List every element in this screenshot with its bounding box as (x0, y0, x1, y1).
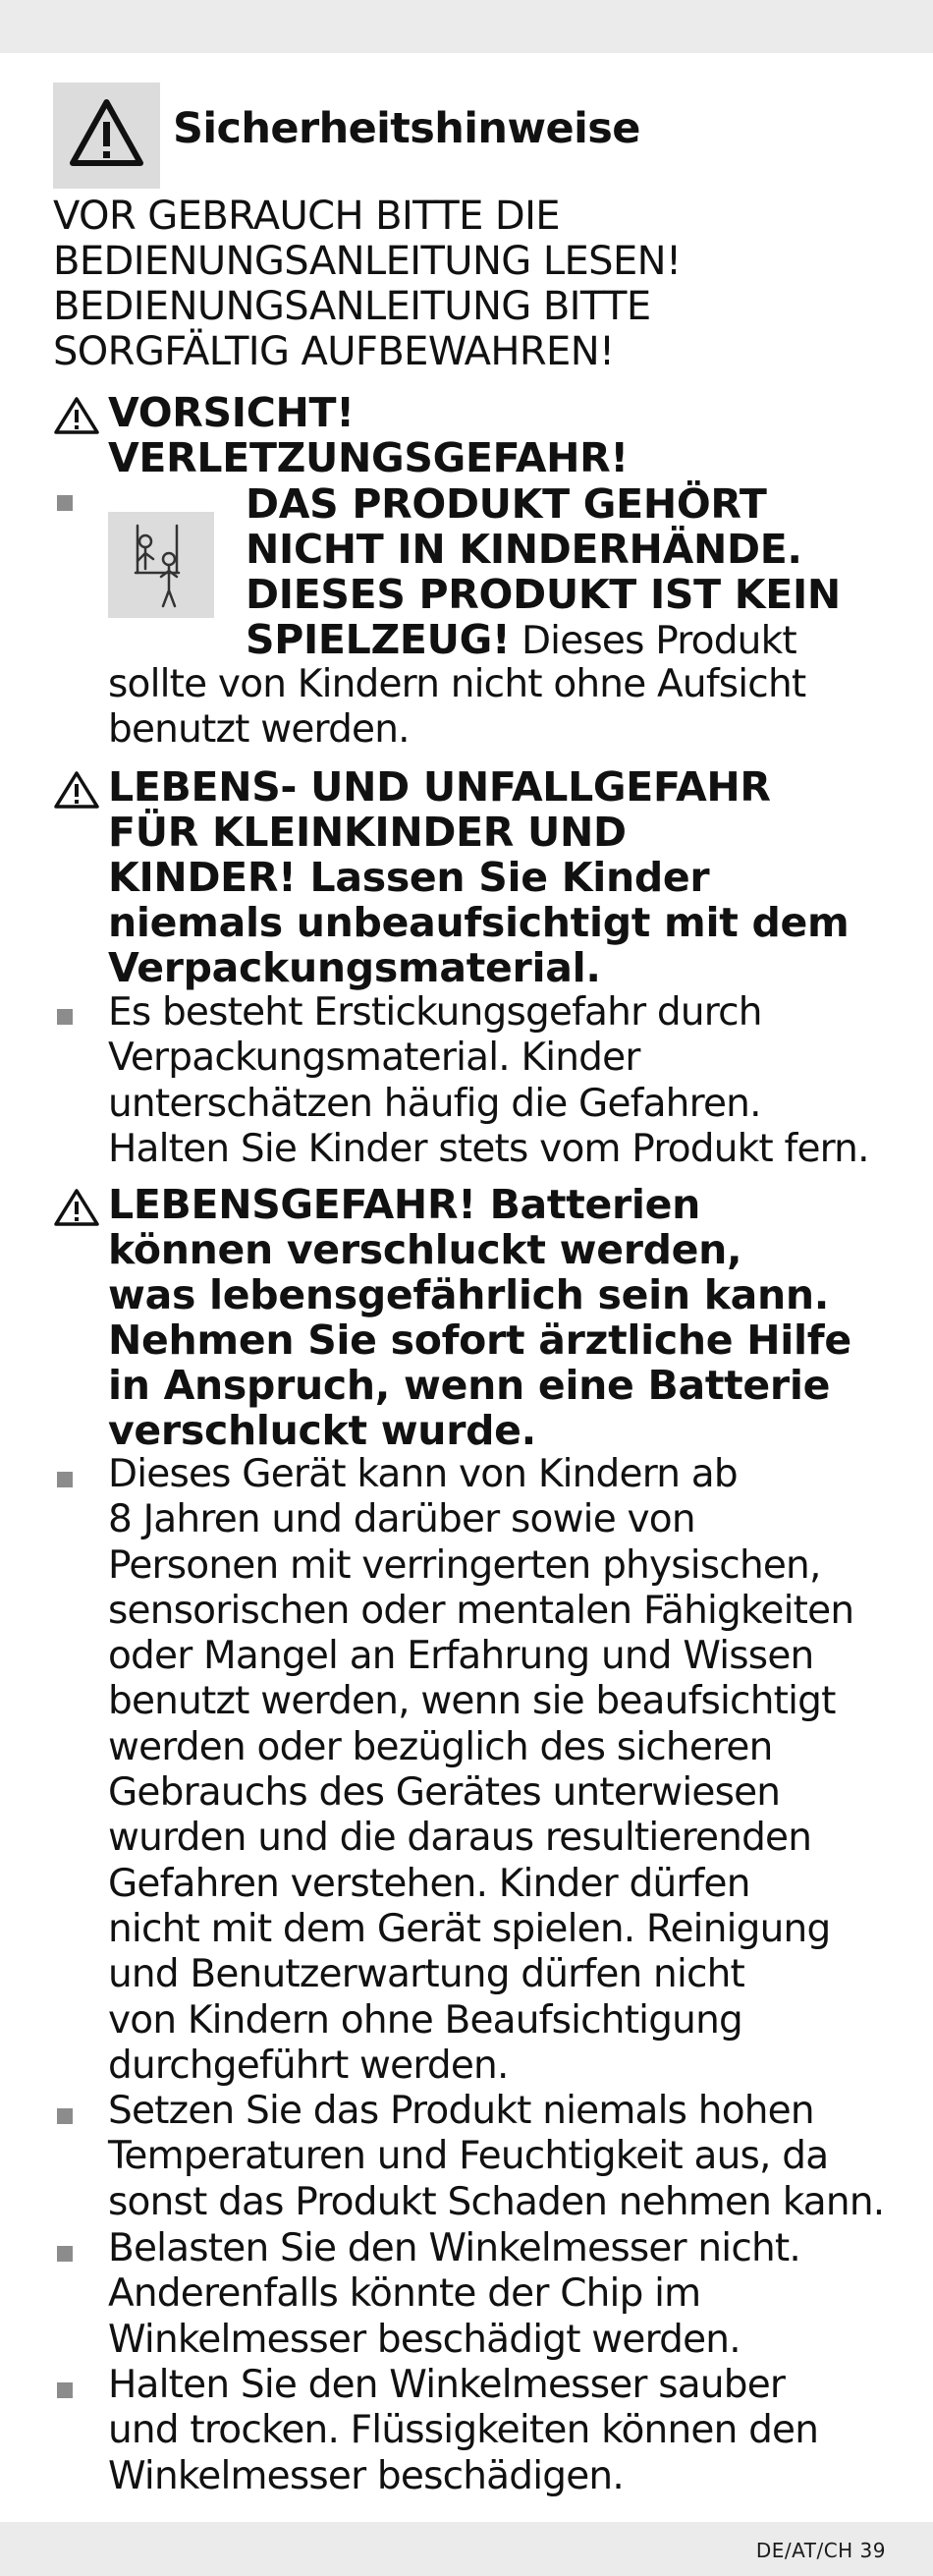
warning-line: VERLETZUNGSGEFAHR! (108, 434, 629, 481)
warning-line: LEBENSGEFAHR! Batterien (108, 1181, 701, 1228)
intro-line: BEDIENUNGSANLEITUNG LESEN! (53, 239, 682, 284)
warning-line: verschluckt wurde. (108, 1407, 536, 1454)
body-line: sensorischen oder mentalen Fähigkeiten (108, 1588, 854, 1633)
item-6-text (108, 2363, 818, 2499)
body-line: Gefahren verstehen. Kinder dürfen (108, 1861, 750, 1906)
page-footer (0, 2522, 933, 2576)
warning-line: was lebensgefährlich sein kann. (108, 1271, 830, 1318)
body-line: Belasten Sie den Winkelmesser nicht. (108, 2226, 800, 2270)
body-line: oder Mangel an Erfahrung und Wissen (108, 1634, 814, 1679)
body-line: von Kindern ohne Beaufsichtigung (108, 1997, 742, 2043)
body-line: wurden und die daraus resultierenden (108, 1816, 812, 1861)
warning-triangle-icon (53, 1188, 100, 1227)
bullet-icon (57, 2382, 73, 2398)
top-bar (0, 0, 933, 53)
body-line: sollte von Kindern nicht ohne Aufsicht (108, 662, 806, 706)
body-line: Verpackungsmaterial. Kinder (108, 1036, 640, 1081)
item-4-text (108, 2089, 884, 2225)
bullet-icon (57, 1009, 73, 1025)
intro-line: VOR GEBRAUCH BITTE DIE (53, 194, 560, 239)
warning-triangle-icon (53, 83, 160, 189)
body-line: und trocken. Flüssigkeiten können den (108, 2408, 819, 2453)
body-line: Winkelmesser beschädigt werden. (108, 2317, 741, 2362)
body-line: Halten Sie den Winkelmesser sauber (108, 2363, 786, 2407)
body-line: Setzen Sie das Produkt niemals hohen (108, 2089, 814, 2133)
item-5-text (108, 2226, 800, 2363)
warning-line: KINDER! Lassen Sie Kinder (108, 854, 710, 901)
child-swing-icon (108, 512, 214, 618)
bullet-icon (57, 495, 73, 511)
body-line: Dieses Gerät kann von Kindern ab (108, 1452, 738, 1496)
warning-line: LEBENS- UND UNFALLGEFAHR (108, 763, 771, 811)
body-line: unterschätzen häufig die Gefahren. (108, 1081, 761, 1126)
item-1-text (108, 662, 805, 754)
warning-triangle-icon (53, 396, 100, 435)
intro-line: SORGFÄLTIG AUFBEWAHREN! (53, 329, 615, 374)
bullet-icon (57, 2108, 73, 2124)
warning-line: können verschluckt werden, (108, 1226, 742, 1273)
item-1-emphasis (246, 481, 841, 664)
body-line: benutzt werden, wenn sie beaufsichtigt (108, 1679, 836, 1724)
emphasis-line: NICHT IN KINDERHÄNDE. (246, 526, 802, 573)
body-line: Winkelmesser beschädigen. (108, 2453, 624, 2498)
body-line: werden oder bezüglich des sicheren (108, 1724, 773, 1769)
intro-line: BEDIENUNGSANLEITUNG BITTE (53, 284, 651, 329)
emphasis-line: DAS PRODUKT GEHÖRT (246, 480, 767, 528)
body-line: benutzt werden. (108, 707, 410, 753)
page-number: DE/AT/CH 39 (755, 2539, 886, 2562)
body-line: Anderenfalls könnte der Chip im (108, 2271, 701, 2317)
warning-line: in Anspruch, wenn eine Batterie (108, 1362, 831, 1409)
body-line: und Benutzerwartung dürfen nicht (108, 1952, 745, 1997)
warning-triangle-icon (53, 770, 100, 810)
bullet-icon (57, 1472, 73, 1487)
bullet-icon (57, 2246, 73, 2262)
emphasis-line: DIESES PRODUKT IST KEIN (246, 571, 841, 618)
item-3-text (108, 1452, 853, 2089)
item-2-text (108, 990, 869, 1172)
warning-line: FÜR KLEINKINDER UND (108, 809, 627, 856)
body-line: Temperaturen und Feuchtigkeit aus, da (108, 2134, 829, 2179)
body-line: nicht mit dem Gerät spielen. Reinigung (108, 1906, 831, 1951)
body-line: Personen mit verringerten physischen, (108, 1542, 821, 1588)
body-line: Halten Sie Kinder stets vom Produkt fern. (108, 1126, 869, 1171)
intro-notice (53, 194, 898, 374)
body-line: Es besteht Erstickungsgefahr durch (108, 990, 762, 1035)
body-line: Gebrauchs des Gerätes unterwiesen (108, 1770, 781, 1816)
warning-line: VORSICHT! (108, 389, 355, 436)
emphasis-line (246, 617, 841, 664)
emphasis-word: SPIELZEUG! (246, 616, 511, 663)
warning-line: Nehmen Sie sofort ärztliche Hilfe (108, 1316, 851, 1364)
body-line: 8 Jahren und darüber sowie von (108, 1497, 695, 1542)
body-line: sonst das Produkt Schaden nehmen kann. (108, 2179, 885, 2224)
warning-line: niemals unbeaufsichtigt mit dem (108, 899, 850, 946)
body-text: Dieses Produkt (510, 619, 796, 663)
page-title: Sicherheitshinweise (173, 104, 640, 153)
warning-line: Verpackungsmaterial. (108, 944, 601, 991)
body-line: durchgeführt werden. (108, 2043, 509, 2088)
